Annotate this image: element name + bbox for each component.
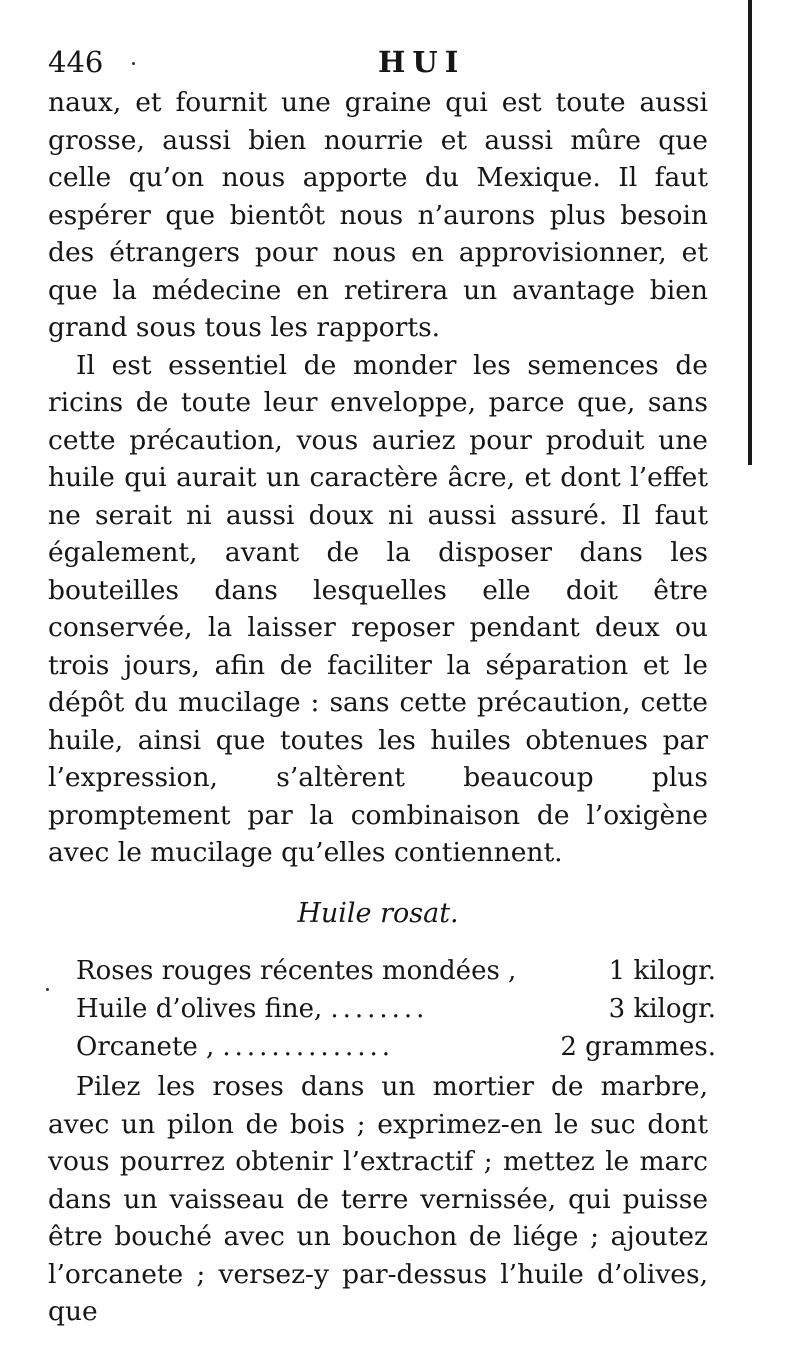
leader-dots <box>516 952 608 990</box>
page-header <box>48 40 708 84</box>
ingredient-row <box>76 952 716 990</box>
ingredient-quantity: 1 kilogr. <box>608 956 716 986</box>
paragraph-instructions: Pilez les roses dans un mortier de marbre, avec un pilon de bois ; exprimez-en le suc dont vous pourrez obtenir l’extractif ; mettez le marc dans un vaisseau de terre vernissée, qui puisse être bouché avec un bouchon de liége ; ajoutez l’orcanete ; versez-y par-dessus l’huile d’olives, que <box>48 1071 708 1327</box>
ingredient-name: Huile d’olives fine, <box>76 994 323 1024</box>
paragraph-continuation: naux, et fournit une graine qui est toute aussi grosse, aussi bien nourrie et aussi mûre que celle qu’on nous apporte du Mexique. Il faut espérer que bientôt nous n’aurons plus besoin des étrangers pour nous en approvisionner, et que la médecine en retirera un avantage bien grand sous tous les rapports. <box>48 87 708 343</box>
body-text <box>48 84 708 872</box>
ingredient-name: Roses rouges récentes mondées , <box>76 956 517 986</box>
ingredient-quantity: 3 kilogr. <box>608 994 716 1024</box>
leader-dots: .............. <box>222 1032 395 1062</box>
print-speck <box>132 62 135 65</box>
section-title: Huile rosat. <box>297 898 459 929</box>
ingredient-list <box>76 952 716 1066</box>
body-text-bottom <box>48 1068 708 1331</box>
ingredient-row <box>76 1028 716 1066</box>
paragraph-ricin-seeds: Il est essentiel de monder les semences de ricins de toute leur enveloppe, parce que, sans cette précaution, vous auriez pour produit une huile qui aurait un caractère âcre, et dont l’effet ne serait ni aussi doux ni aussi assuré. Il faut également, avant de la disposer dans les bouteilles dans lesquelles elle doit être conservée, la laisser reposer pendant deux ou trois jours, afin de faciliter la séparation et le dépôt du mucilage : sans cette précaution, cette huile, ainsi que toutes les huiles obtenues par l’expression, s’altèrent beaucoup plus promptement par la combinaison de l’oxigène avec le mucilage qu’elles contiennent. <box>48 349 708 868</box>
running-head: HUI <box>378 45 466 79</box>
ingredient-row <box>76 990 716 1028</box>
print-speck <box>46 988 49 991</box>
leader-dots: ........ <box>330 994 429 1024</box>
ingredient-name: Orcanete , <box>76 1032 215 1062</box>
page-edge-line <box>748 0 752 465</box>
page-number: 446 <box>48 45 104 79</box>
ingredient-quantity: 2 grammes. <box>560 1032 716 1062</box>
